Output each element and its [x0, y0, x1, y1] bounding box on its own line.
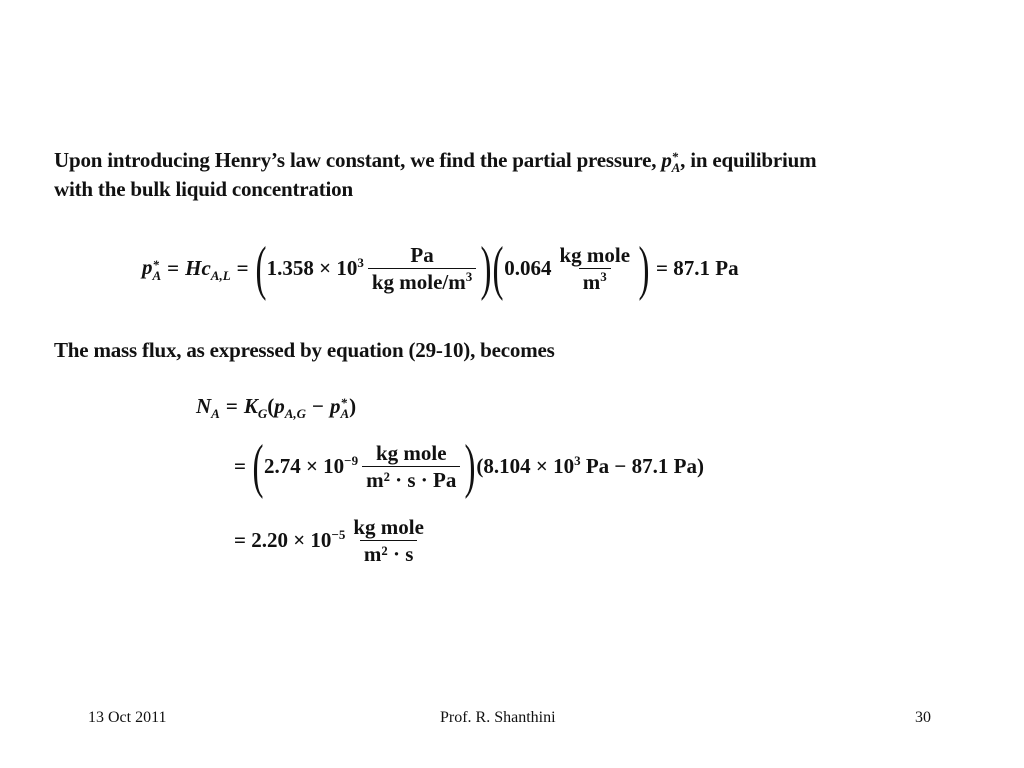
eq4-unit-fraction: $\frac{\text{kg mole}}{\text{m² · s}}$	[353, 515, 424, 566]
eq1-lhs: p * A	[142, 255, 162, 283]
p-star-a-inline: p * A	[661, 148, 681, 176]
footer-author: Prof. R. Shanthini	[440, 709, 556, 726]
eq1-paren-close-2: )	[638, 235, 650, 301]
equation-mass-flux-substitution	[234, 433, 704, 499]
eq1-unit2-fraction: $\frac{\text{kg mole}}{m^3}$	[559, 242, 631, 294]
eq2-equals: =	[225, 394, 238, 419]
eq1-paren-open-1: (	[255, 235, 267, 301]
eq1-paren-open-2: (	[492, 235, 504, 301]
eq3-paren-open: (	[252, 433, 264, 499]
eq2-kg: $K_G$	[243, 394, 268, 422]
equation-mass-flux-definition	[196, 394, 357, 422]
eq1-coef2: 0.064	[504, 255, 552, 280]
footer-date: 13 Oct 2011	[88, 709, 167, 726]
eq1-hc: $Hc_{A,L}$	[185, 255, 231, 283]
eq3-unit-fraction: $\frac{\text{kg mole}}{\text{m² · s · Pa}}$	[362, 442, 460, 491]
equation-mass-flux-result	[234, 516, 432, 565]
eq2-pstar: p * A	[330, 394, 350, 422]
eq1-unit1-fraction: $\frac{Pa}{kg mole/m^3}$	[368, 244, 476, 293]
eq3-rest: ($8.104 \times 10^3$ Pa − 87.1 Pa)	[476, 452, 704, 478]
eq2-close: )	[349, 394, 357, 419]
eq2-minus: −	[312, 394, 324, 419]
para1-text-a: Upon introducing Henry’s law constant, we find the partial pressure,	[54, 148, 657, 172]
eq1-equals-2: =	[236, 255, 249, 280]
paragraph-henrys-law	[54, 146, 994, 204]
eq3-paren-close: )	[464, 433, 476, 499]
eq2-open: (	[267, 394, 275, 419]
eq3-equals: =	[234, 453, 246, 478]
eq1-coef1: $1.358 \times 10^3$	[266, 254, 364, 280]
footer-page-number: 30	[915, 709, 931, 726]
eq3-coef: $2.74 \times 10^{-9}$	[263, 452, 359, 478]
eq1-equals: =	[167, 255, 180, 280]
eq2-na: $N_A$	[196, 394, 220, 422]
eq1-paren-close-1: )	[480, 235, 492, 301]
para1-text-b: , in equilibrium	[680, 148, 817, 172]
eq2-pag: $p_{A,G}$	[274, 394, 307, 422]
para1-text-c: with the bulk liquid concentration	[54, 177, 353, 201]
equation-partial-pressure	[142, 235, 739, 301]
eq1-result: = 87.1 Pa	[656, 255, 739, 280]
paragraph-mass-flux: The mass flux, as expressed by equation (29-10), becomes	[54, 338, 555, 362]
eq4-value: = $2.20 \times 10^{-5}$	[234, 527, 346, 552]
